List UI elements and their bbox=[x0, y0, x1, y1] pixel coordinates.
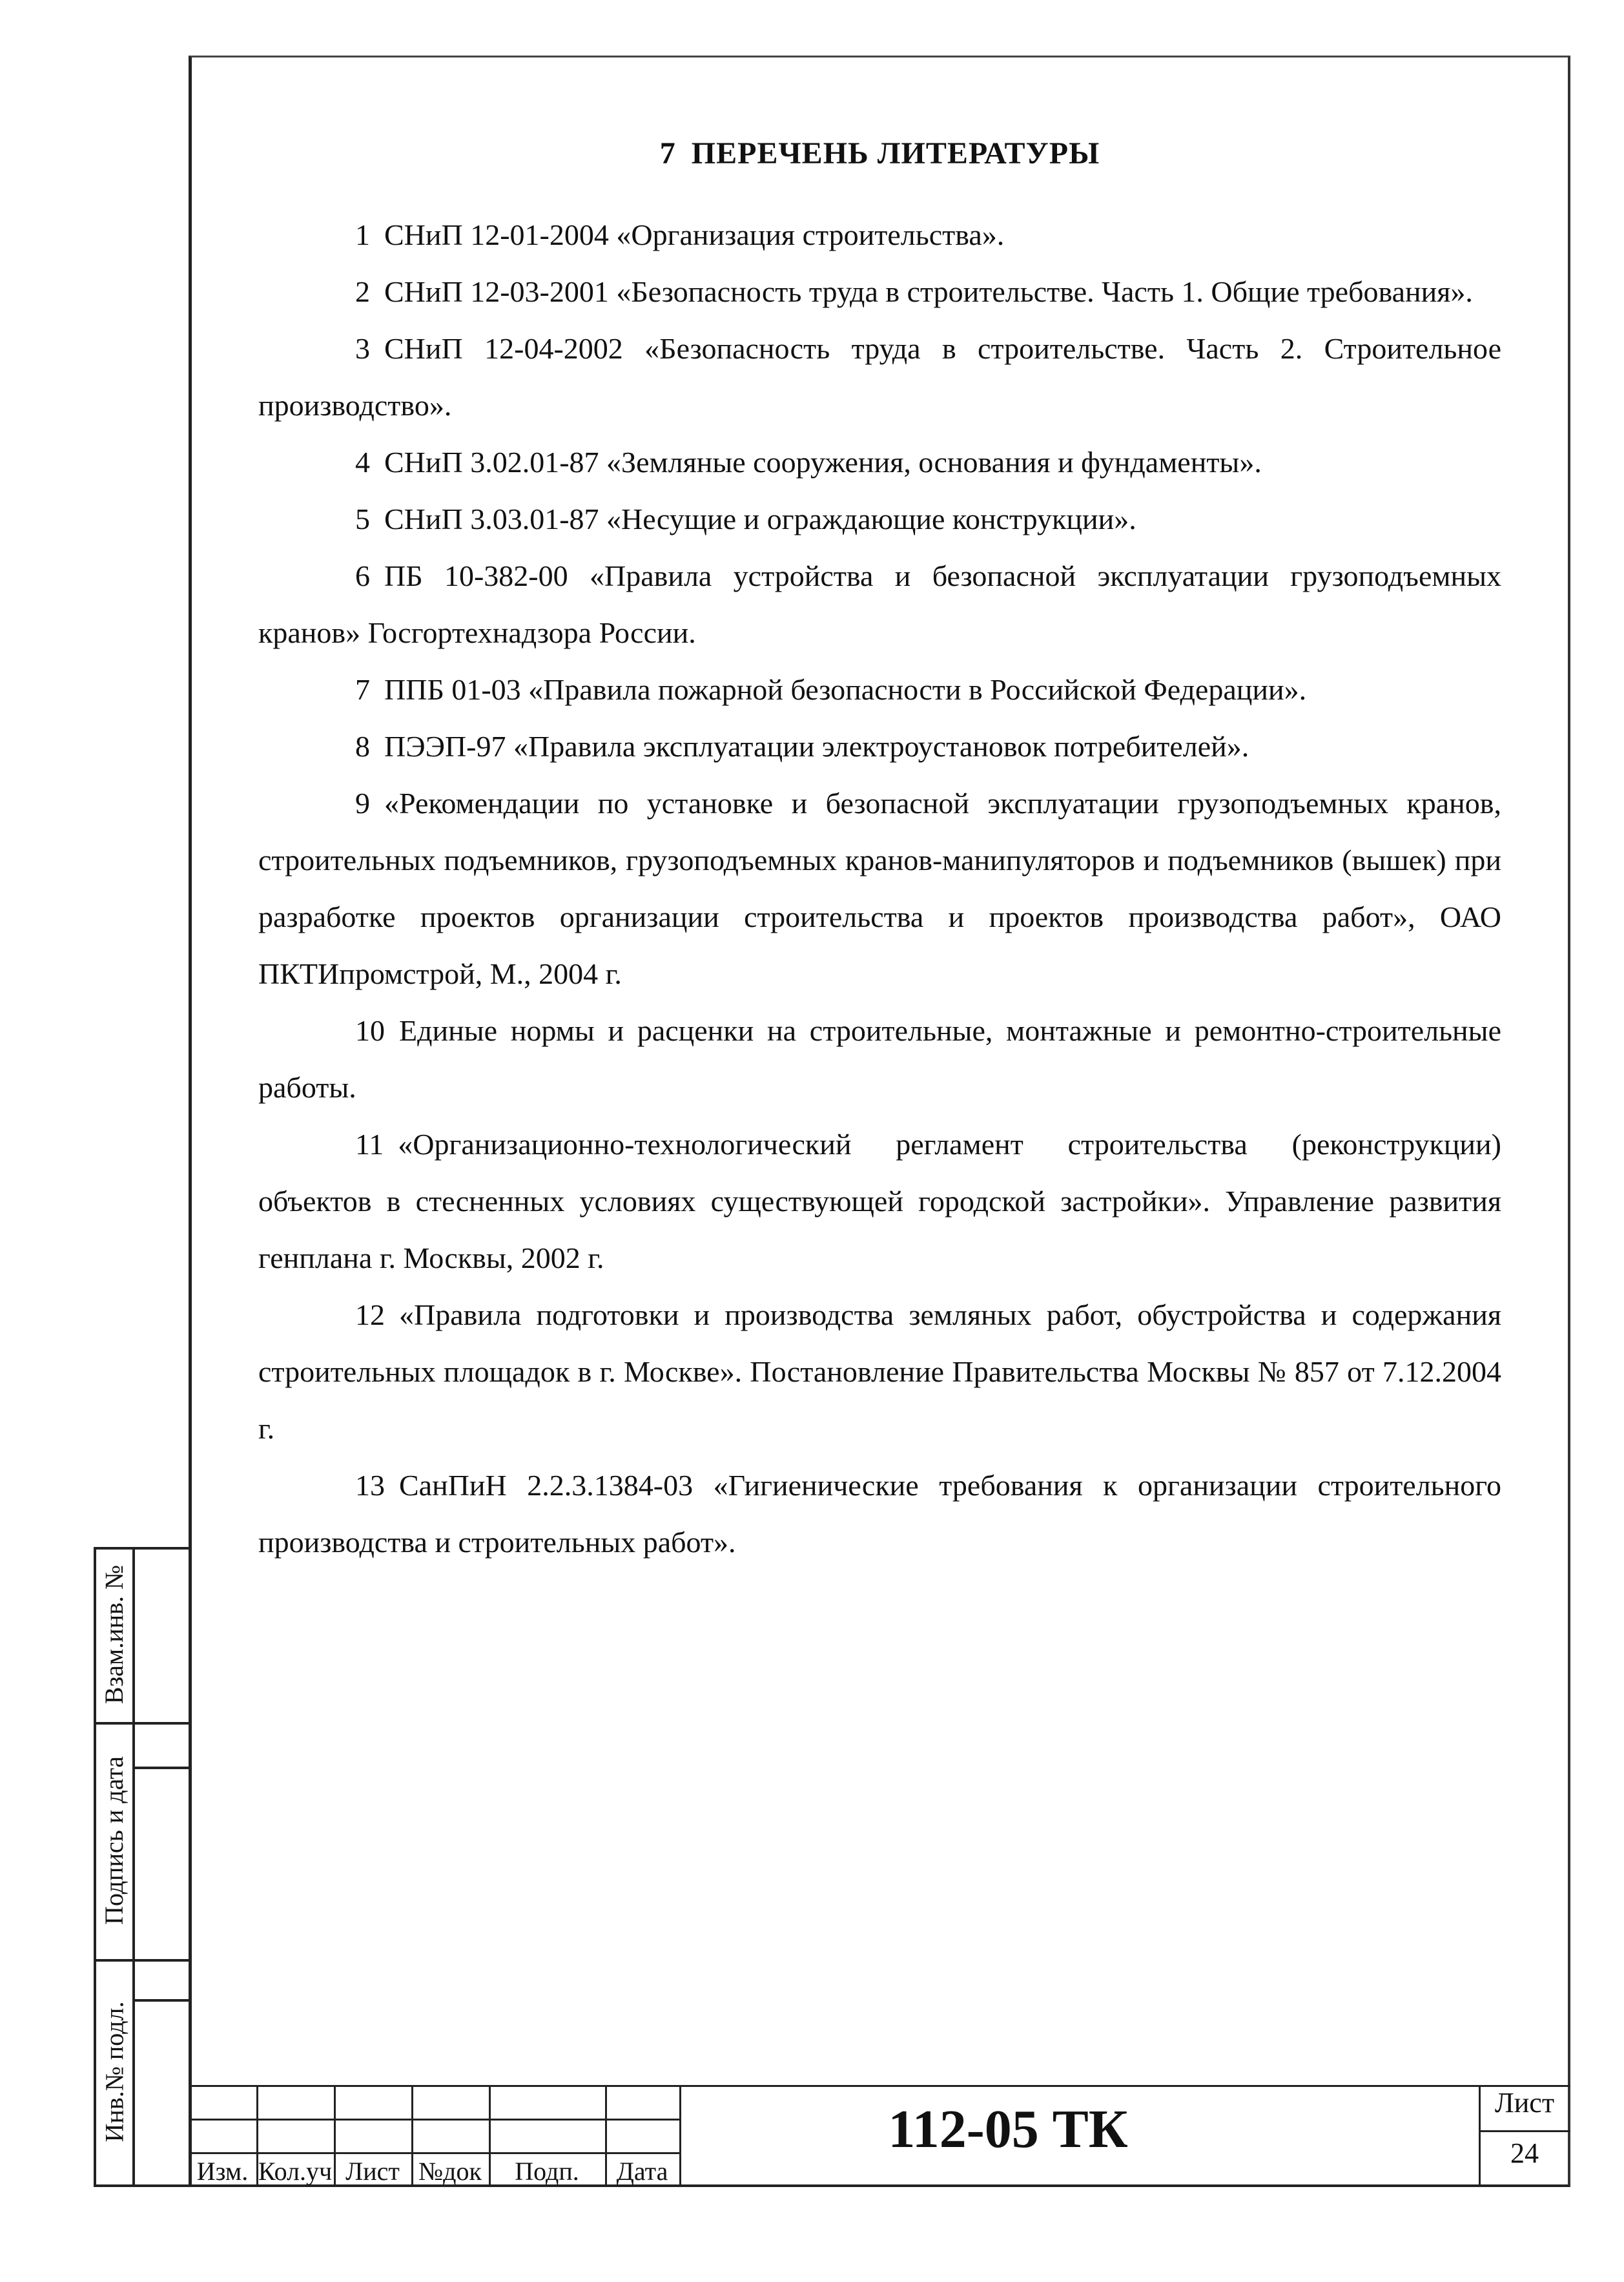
title-block-rule bbox=[1479, 2130, 1570, 2132]
reference-text: СанПиН 2.2.3.1384-03 «Гигиенические требования к организации строительного производства и строительных работ». bbox=[258, 1469, 1501, 1559]
reference-number: 13 bbox=[355, 1469, 385, 1502]
reference-item bbox=[258, 434, 1501, 491]
reference-text: ППБ 01-03 «Правила пожарной безопасности в Российской Федерации». bbox=[384, 673, 1307, 706]
document-code: 112-05 ТК bbox=[888, 2099, 1128, 2159]
col-label-data: Дата bbox=[616, 2157, 668, 2186]
section-heading bbox=[258, 136, 1501, 171]
reference-text: СНиП 12-01-2004 «Организация строительства». bbox=[384, 218, 1005, 251]
section-title: ПЕРЕЧЕНЬ ЛИТЕРАТУРЫ bbox=[691, 136, 1100, 171]
reference-text: Единые нормы и расценки на строительные, монтажные и ремонтно-строительные работы. bbox=[258, 1014, 1501, 1104]
reference-item bbox=[258, 775, 1501, 1002]
reference-number: 10 bbox=[355, 1014, 385, 1047]
reference-text: СНиП 12-04-2002 «Безопасность труда в строительстве. Часть 2. Строительное производство». bbox=[258, 332, 1501, 422]
title-block-top-rule bbox=[189, 2085, 1570, 2087]
reference-number: 6 bbox=[355, 559, 370, 592]
reference-number: 5 bbox=[355, 503, 370, 535]
reference-number: 4 bbox=[355, 446, 370, 479]
reference-item bbox=[258, 548, 1501, 661]
reference-number: 1 bbox=[355, 218, 370, 251]
col-label-kol-uch: Кол.уч bbox=[258, 2157, 333, 2186]
col-label-podp: Подп. bbox=[515, 2157, 579, 2186]
title-block bbox=[189, 2085, 1570, 2187]
reference-text: ПЭЭП-97 «Правила эксплуатации электроустановок потребителей». bbox=[384, 730, 1249, 763]
col-label-izm: Изм. bbox=[196, 2157, 249, 2186]
inv-podl-cell bbox=[95, 1959, 134, 2184]
reference-text: ПБ 10-382-00 «Правила устройства и безопасной эксплуатации грузоподъемных кранов» Госгортехнадзора России. bbox=[258, 559, 1501, 649]
reference-number: 8 bbox=[355, 730, 370, 763]
podpis-data-label: Подпись и дата bbox=[99, 1756, 129, 1925]
inv-podl-label: Инв.№ подл. bbox=[99, 2001, 129, 2142]
sheet-number: 24 bbox=[1510, 2137, 1539, 2169]
reference-number: 11 bbox=[355, 1128, 384, 1161]
reference-item bbox=[258, 320, 1501, 434]
sheet-label: Лист bbox=[1494, 2087, 1555, 2119]
reference-list bbox=[258, 207, 1501, 1571]
reference-text: СНиП 12-03-2001 «Безопасность труда в строительстве. Часть 1. Общие требования». bbox=[384, 275, 1473, 308]
side-stamp-rule bbox=[94, 2184, 189, 2187]
reference-item bbox=[258, 1002, 1501, 1116]
podpis-data-cell bbox=[95, 1722, 134, 1959]
reference-number: 3 bbox=[355, 332, 370, 365]
reference-item bbox=[258, 1287, 1501, 1457]
reference-item bbox=[258, 661, 1501, 718]
side-stamp bbox=[94, 1547, 189, 2187]
reference-item bbox=[258, 1457, 1501, 1571]
reference-number: 2 bbox=[355, 275, 370, 308]
col-label-list: Лист bbox=[345, 2157, 400, 2186]
side-stamp-rule bbox=[132, 1767, 189, 1769]
reference-text: «Рекомендации по установке и безопасной эксплуатации грузоподъемных кранов, строительных подъемников, грузоподъемных кранов-манипуляторов и подъемников (вышек) при разработке проектов организации строительства и проектов производства работ», ОАО ПКТИпромстрой, М., 2004 г. bbox=[258, 787, 1501, 990]
vzam-inv-label: Взам.инв. № bbox=[99, 1564, 129, 1705]
col-label-ndok: №док bbox=[418, 2157, 482, 2186]
reference-item bbox=[258, 264, 1501, 320]
reference-text: СНиП 3.02.01-87 «Земляные сооружения, основания и фундаменты». bbox=[384, 446, 1262, 479]
reference-number: 9 bbox=[355, 787, 370, 820]
reference-item bbox=[258, 207, 1501, 264]
reference-item bbox=[258, 1116, 1501, 1287]
reference-number: 7 bbox=[355, 673, 370, 706]
reference-text: «Правила подготовки и производства земляных работ, обустройства и содержания строительных площадок в г. Москве». Постановление Правительства Москвы № 857 от 7.12.2004 г. bbox=[258, 1298, 1501, 1445]
section-number: 7 bbox=[659, 136, 676, 171]
reference-item bbox=[258, 491, 1501, 548]
reference-text: «Организационно-технологический регламент строительства (реконструкции) объектов в стесненных условиях существующей городской застройки». Управление развития генплана г. Москвы, 2002 г. bbox=[258, 1128, 1501, 1274]
reference-text: СНиП 3.03.01-87 «Несущие и ограждающие конструкции». bbox=[384, 503, 1136, 535]
reference-number: 12 bbox=[355, 1298, 385, 1331]
reference-item bbox=[258, 718, 1501, 775]
vzam-inv-cell bbox=[95, 1547, 134, 1722]
side-stamp-rule bbox=[132, 1999, 189, 2002]
